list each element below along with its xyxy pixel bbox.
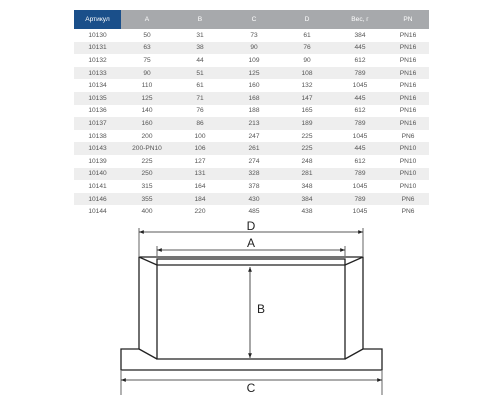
header-pn: PN <box>387 10 429 29</box>
cell-b: 100 <box>173 130 227 143</box>
cell-b: 61 <box>173 79 227 92</box>
cell-c: 213 <box>227 117 281 130</box>
cell-article: 10131 <box>74 42 121 55</box>
cell-weight: 789 <box>333 168 387 181</box>
cell-pn: PN16 <box>387 117 429 130</box>
cell-a: 250 <box>121 168 173 181</box>
cell-a: 125 <box>121 92 173 105</box>
cell-weight: 612 <box>333 54 387 67</box>
cell-weight: 445 <box>333 42 387 55</box>
cell-d: 147 <box>281 92 333 105</box>
cell-d: 384 <box>281 193 333 206</box>
cell-pn: PN10 <box>387 168 429 181</box>
cell-weight: 1045 <box>333 130 387 143</box>
cell-article: 10134 <box>74 79 121 92</box>
dimension-d <box>139 219 363 233</box>
cell-a: 400 <box>121 205 173 218</box>
cell-b: 131 <box>173 168 227 181</box>
cell-b: 184 <box>173 193 227 206</box>
cell-d: 165 <box>281 105 333 118</box>
cell-a: 140 <box>121 105 173 118</box>
label-a: A <box>246 236 256 250</box>
cell-b: 44 <box>173 54 227 67</box>
label-c: C <box>246 381 256 395</box>
cell-d: 348 <box>281 180 333 193</box>
cell-a: 160 <box>121 117 173 130</box>
cell-c: 90 <box>227 42 281 55</box>
cell-c: 247 <box>227 130 281 143</box>
cell-d: 281 <box>281 168 333 181</box>
cell-b: 106 <box>173 142 227 155</box>
cell-weight: 1045 <box>333 180 387 193</box>
cell-pn: PN10 <box>387 142 429 155</box>
cell-weight: 612 <box>333 155 387 168</box>
cell-weight: 612 <box>333 105 387 118</box>
cell-a: 355 <box>121 193 173 206</box>
cell-c: 109 <box>227 54 281 67</box>
cell-d: 189 <box>281 117 333 130</box>
cell-pn: PN10 <box>387 155 429 168</box>
cell-a: 225 <box>121 155 173 168</box>
cell-pn: PN6 <box>387 130 429 143</box>
cell-c: 73 <box>227 29 281 42</box>
cell-pn: PN16 <box>387 67 429 80</box>
cell-d: 225 <box>281 130 333 143</box>
cell-weight: 384 <box>333 29 387 42</box>
label-b: B <box>257 302 266 316</box>
cell-c: 485 <box>227 205 281 218</box>
cell-article: 10136 <box>74 105 121 118</box>
cell-d: 132 <box>281 79 333 92</box>
cell-weight: 789 <box>333 117 387 130</box>
cell-pn: PN16 <box>387 92 429 105</box>
cell-pn: PN16 <box>387 42 429 55</box>
cell-d: 438 <box>281 205 333 218</box>
cell-b: 51 <box>173 67 227 80</box>
part-outline <box>121 257 382 370</box>
cell-c: 125 <box>227 67 281 80</box>
cell-article: 10140 <box>74 168 121 181</box>
cell-pn: PN16 <box>387 54 429 67</box>
cell-pn: PN16 <box>387 29 429 42</box>
cell-a: 200 <box>121 130 173 143</box>
cell-weight: 1045 <box>333 79 387 92</box>
cell-article: 10132 <box>74 54 121 67</box>
cell-pn: PN16 <box>387 79 429 92</box>
cell-pn: PN6 <box>387 205 429 218</box>
cell-d: 76 <box>281 42 333 55</box>
cell-b: 220 <box>173 205 227 218</box>
cell-a: 315 <box>121 180 173 193</box>
cell-article: 10143 <box>74 142 121 155</box>
cell-article: 10133 <box>74 67 121 80</box>
cell-d: 61 <box>281 29 333 42</box>
cell-pn: PN16 <box>387 105 429 118</box>
cell-weight: 1045 <box>333 205 387 218</box>
cell-a: 75 <box>121 54 173 67</box>
cell-pn: PN6 <box>387 193 429 206</box>
dimension-b <box>250 267 265 358</box>
cell-b: 86 <box>173 117 227 130</box>
cell-b: 38 <box>173 42 227 55</box>
cell-weight: 445 <box>333 92 387 105</box>
cell-b: 127 <box>173 155 227 168</box>
dimension-c <box>121 380 382 395</box>
cell-article: 10144 <box>74 205 121 218</box>
label-d: D <box>246 219 256 233</box>
cell-article: 10138 <box>74 130 121 143</box>
cell-a: 90 <box>121 67 173 80</box>
header-a: A <box>121 10 173 29</box>
cell-a: 110 <box>121 79 173 92</box>
header-d: D <box>281 10 333 29</box>
cell-c: 274 <box>227 155 281 168</box>
cell-weight: 789 <box>333 193 387 206</box>
cell-d: 108 <box>281 67 333 80</box>
cell-b: 164 <box>173 180 227 193</box>
cell-d: 225 <box>281 142 333 155</box>
cell-a: 63 <box>121 42 173 55</box>
cell-article: 10137 <box>74 117 121 130</box>
cell-c: 188 <box>227 105 281 118</box>
cell-article: 10130 <box>74 29 121 42</box>
header-article: Артикул <box>74 10 121 29</box>
header-b: B <box>173 10 227 29</box>
cell-article: 10139 <box>74 155 121 168</box>
cell-c: 378 <box>227 180 281 193</box>
cell-article: 10135 <box>74 92 121 105</box>
cell-weight: 445 <box>333 142 387 155</box>
cell-weight: 789 <box>333 67 387 80</box>
cell-d: 248 <box>281 155 333 168</box>
dimension-a <box>157 236 345 250</box>
header-weight: Вес, г <box>333 10 387 29</box>
cell-a: 200-PN10 <box>121 142 173 155</box>
cell-pn: PN10 <box>387 180 429 193</box>
cell-c: 430 <box>227 193 281 206</box>
cell-c: 160 <box>227 79 281 92</box>
cell-d: 90 <box>281 54 333 67</box>
cell-a: 50 <box>121 29 173 42</box>
cell-article: 10146 <box>74 193 121 206</box>
cell-b: 76 <box>173 105 227 118</box>
cell-article: 10141 <box>74 180 121 193</box>
cell-c: 261 <box>227 142 281 155</box>
cell-c: 328 <box>227 168 281 181</box>
cell-c: 168 <box>227 92 281 105</box>
header-c: C <box>227 10 281 29</box>
cell-b: 31 <box>173 29 227 42</box>
cell-b: 71 <box>173 92 227 105</box>
